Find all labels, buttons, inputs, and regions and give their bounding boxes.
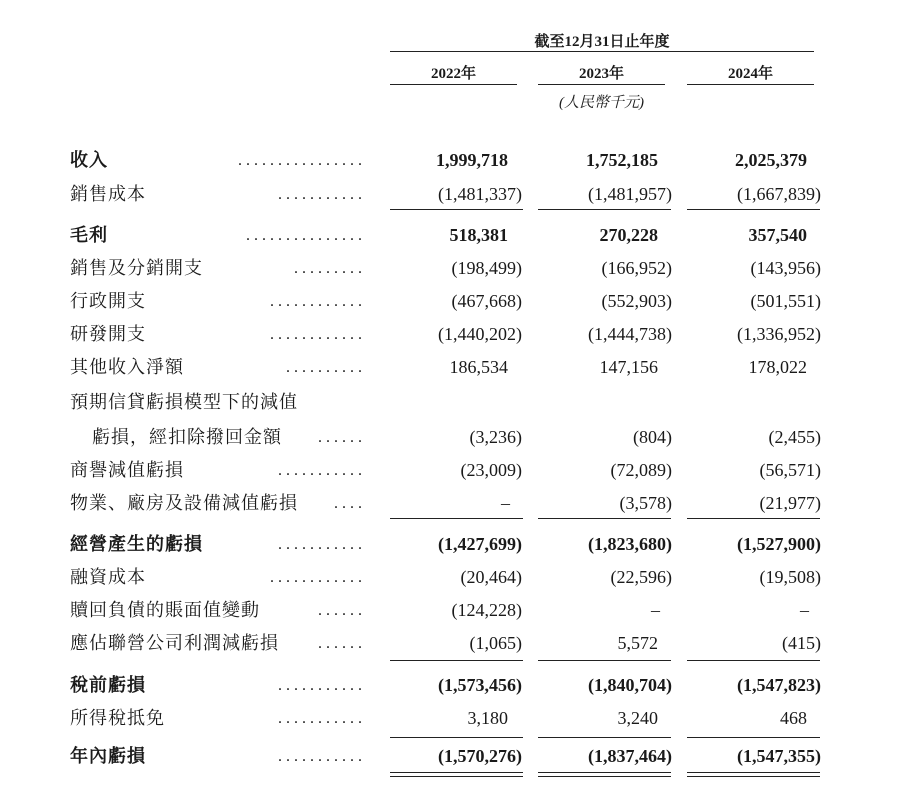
row-ecl-impairment-net [0,421,906,454]
value-2022: (1,481,337) [438,184,522,204]
row-admin-expenses [0,285,906,318]
value-2022: (23,009) [460,460,522,480]
value-2024: (501,551) [750,291,821,311]
year-rule-2024 [687,84,814,85]
value-2024: (1,527,900) [737,534,821,554]
value-2022: (124,228) [451,600,522,620]
dot-leader: ........... [278,462,366,479]
value-2024: (21,977) [759,493,821,513]
row-label: 預期信貸虧損模型下的減值 [70,392,298,412]
dot-leader: ............... [246,227,366,244]
year-header-2024: 2024年 [727,66,773,82]
value-2022: 518,381 [449,225,508,245]
year-rule-2022 [390,84,517,85]
row-label: 經營產生的虧損 [70,534,203,554]
row-label: 虧損，經扣除撥回金額 [92,427,282,447]
value-2023: (3,578) [619,493,672,513]
dot-leader: ........... [278,186,366,203]
row-label: 稅前虧損 [70,675,146,695]
row-selling-distribution-expenses [0,252,906,285]
dot-leader: ........... [278,677,366,694]
row-label: 融資成本 [70,567,146,587]
row-label: 收入 [70,150,108,170]
value-2024: 357,540 [748,225,807,245]
row-label: 銷售成本 [70,184,146,204]
value-2023: (166,952) [601,258,672,278]
year-header-2022: 2022年 [430,66,476,82]
row-label: 商譽減值虧損 [70,460,184,480]
row-operating-loss [0,528,906,561]
value-2024: (1,547,823) [737,675,821,695]
row-label: 行政開支 [70,291,146,311]
value-2022: (1,427,699) [438,534,522,554]
value-2023: 5,572 [617,633,658,653]
dot-leader: ............ [270,569,366,586]
row-ecl-impairment-heading [0,386,906,419]
value-2024: (56,571) [759,460,821,480]
dot-leader: ........... [278,536,366,553]
row-rd-expenses [0,318,906,351]
header-rule [390,51,814,52]
value-2022: (1,440,202) [438,324,522,344]
dot-leader: ............ [270,293,366,310]
row-label: 銷售及分銷開支 [70,258,203,278]
value-2023: 3,240 [617,708,658,728]
value-2023: (552,903) [601,291,672,311]
value-2024: – [800,600,809,620]
row-label: 毛利 [70,225,108,245]
unit-label: (人民幣千元) [559,95,644,111]
value-2024: (1,547,355) [737,746,821,766]
row-income-tax-credit [0,702,906,735]
row-label: 其他收入淨額 [70,357,184,377]
row-gross-profit [0,219,906,252]
value-2022: (1,065) [469,633,522,653]
value-2024: 468 [780,708,807,728]
row-redemption-liability-change [0,594,906,627]
value-2022: (3,236) [469,427,522,447]
dot-leader: ...... [318,602,366,619]
row-other-income-net [0,351,906,384]
value-2022: 186,534 [449,357,508,377]
value-2024: (2,455) [768,427,821,447]
value-2023: – [651,600,660,620]
value-2023: 270,228 [599,225,658,245]
value-2024: (19,508) [759,567,821,587]
row-finance-costs [0,561,906,594]
row-label: 所得稅抵免 [70,708,165,728]
row-loss-before-tax [0,669,906,702]
value-2023: 147,156 [599,357,658,377]
value-2023: (1,481,957) [588,184,672,204]
dot-leader: ......... [294,260,366,277]
value-2022: (1,570,276) [438,746,522,766]
row-goodwill-impairment [0,454,906,487]
row-cost-of-sales [0,178,906,211]
row-label: 年內虧損 [70,746,146,766]
value-2023: (1,444,738) [588,324,672,344]
value-2024: (1,667,839) [737,184,821,204]
row-label: 應佔聯營公司利潤減虧損 [70,633,279,653]
value-2022: 3,180 [467,708,508,728]
value-2022: (198,499) [451,258,522,278]
value-2024: 178,022 [748,357,807,377]
dot-leader: ...... [318,429,366,446]
row-label: 物業、廠房及設備減值虧損 [70,493,298,513]
value-2023: (72,089) [610,460,672,480]
value-2023: (1,837,464) [588,746,672,766]
row-label: 研發開支 [70,324,146,344]
dot-leader: ........... [278,710,366,727]
dot-leader: ................ [238,152,366,169]
dot-leader: ........... [278,748,366,765]
value-2022: – [501,493,510,513]
value-2022: (20,464) [460,567,522,587]
value-2022: (467,668) [451,291,522,311]
value-2022: 1,999,718 [436,150,508,170]
row-loss-for-year [0,740,906,773]
year-rule-2023 [538,84,665,85]
row-ppe-impairment [0,487,906,520]
dot-leader: .......... [286,359,366,376]
value-2022: (1,573,456) [438,675,522,695]
value-2023: 1,752,185 [586,150,658,170]
row-label: 贖回負債的賬面值變動 [70,600,260,620]
period-header: 截至12月31日止年度 [534,34,670,50]
value-2024: 2,025,379 [735,150,807,170]
year-header-2023: 2023年 [578,66,624,82]
value-2024: (415) [782,633,821,653]
dot-leader: .... [334,495,366,512]
row-revenue [0,144,906,177]
value-2023: (804) [633,427,672,447]
value-2024: (143,956) [750,258,821,278]
value-2023: (22,596) [610,567,672,587]
value-2024: (1,336,952) [737,324,821,344]
dot-leader: ...... [318,635,366,652]
row-share-of-associates [0,627,906,660]
dot-leader: ............ [270,326,366,343]
value-2023: (1,823,680) [588,534,672,554]
value-2023: (1,840,704) [588,675,672,695]
